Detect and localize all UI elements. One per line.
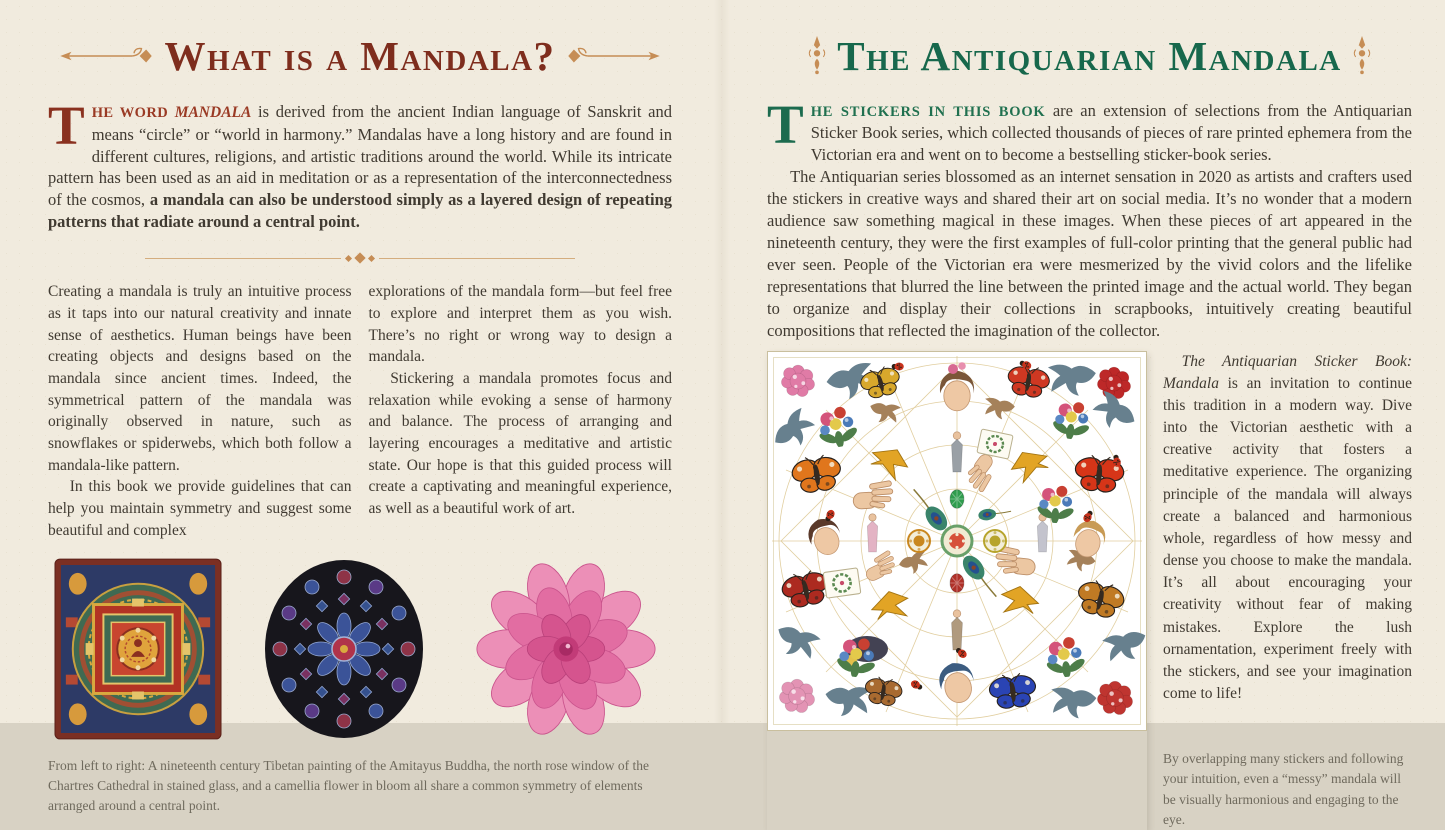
two-column-text — [48, 281, 672, 541]
intro-body: are an extension of selections from the Antiquarian Sticker Book series, which collected thousands of pieces of rare printed ephemera from the Victorian era and went on to become a bestselling sticker-book series. — [810, 101, 1412, 165]
chartres-rose-window — [264, 559, 424, 739]
camellia-flower — [466, 557, 666, 741]
dropcap: T — [48, 95, 85, 156]
right-content-row — [767, 351, 1412, 830]
right-page — [722, 0, 1445, 827]
left-page-title: What is a Mandala? — [164, 32, 556, 79]
right-page-title: The Antiquarian Mandala — [837, 32, 1342, 79]
arrow-flourish-left-icon — [58, 42, 154, 70]
sidebar-lead-italic: The Antiquarian Sticker Book: Mandala — [1163, 352, 1412, 392]
figure-row — [48, 556, 672, 742]
right-paragraph-2: The Antiquarian series blossomed as an internet sensation in 2020 as artists and crafters used the stickers in creative ways and shared their art on social media. It’s no wonder that a modern audience saw something magical in these images. When these pieces of art appeared in the nineteenth century, they were the first examples of full-color printing that the general public had ever seen. People of the Victorian era were mesmerized by the vivid colors and the lifelike representations that blurred the line between the printed image and the actual world. They began to organize and display their collections in scrapbooks, intuitively creating beautiful compositions that reflected the imagination of the collector. — [767, 167, 1412, 340]
antiquarian-sticker-mandala — [767, 351, 1147, 830]
right-intro-paragraph — [767, 94, 1412, 166]
paragraph: Stickering a mandala promotes focus and relaxation while evoking a sense of harmony and balance. The process of arranging and layering encourages a meditative and artistic state. Our hope is that this guided process will create a captivating and meaningful experience, as well as a beautiful work of art. — [368, 370, 672, 518]
left-page-caption: From left to right: A nineteenth century Tibetan painting of the Amitayus Buddha, the north rose window of the Chartres Cathedral in stained glass, and a camellia flower in bloom all share a common symmetry of elements arranged around a central point. — [48, 757, 650, 814]
sidebar-paragraph — [1163, 351, 1412, 706]
dropcap: T — [767, 94, 804, 155]
right-page-caption: By overlapping many stickers and following your intuition, even a “messy” mandala will be visually harmonious and engaging to the eye. — [1163, 751, 1404, 827]
lead-italic: MANDALA — [174, 104, 252, 121]
page-gutter — [714, 0, 730, 723]
paragraph: Creating a mandala is truly an intuitive process as it taps into our natural creativity and innate sense of aesthetics. Human beings have been creating objects and designs based on the mandala since ancient times. Indeed, the symmetrical pattern of the mandala was originally observed in nature, such as snowflakes or spiderwebs, which both follow a mandala-like pattern. — [48, 283, 352, 474]
intro-body-bold: a mandala can also be understood simply as a layered design of repeating patterns that radiate around a central point. — [48, 190, 673, 232]
floret-ornament-right-icon — [1352, 35, 1372, 77]
left-page — [0, 0, 722, 814]
sidebar-body: is an invitation to continue this tradition in a modern way. Dive into the Victorian aesthetic with a creative activity that fosters a meditative experience. The organizing principle of the mandala will always create a balanced and harmonious whole, regardless of how messy and dense you choose to make the mandala. It’s all about encouraging your creativity without fear of making mistakes. Explore the lush ornamentation, experiment freely with the stickers, and see your imagination come to life! — [1163, 374, 1412, 702]
right-title-row — [767, 24, 1412, 88]
left-title-row — [48, 24, 672, 88]
tibetan-mandala-painting — [54, 558, 222, 740]
arrow-flourish-right-icon — [566, 42, 662, 70]
left-column — [48, 281, 352, 541]
lead-smallcaps: HE STICKERS IN THIS BOOK — [810, 104, 1046, 120]
floret-ornament-left-icon — [807, 35, 827, 77]
section-divider — [145, 254, 575, 262]
lead-smallcaps: HE WORD — [91, 105, 175, 121]
right-column — [369, 281, 673, 541]
left-intro-paragraph — [48, 95, 673, 233]
right-sidebar — [1163, 351, 1412, 830]
paragraph: In this book we provide guidelines that can help you maintain symmetry and suggest some beautiful and complex — [48, 478, 352, 539]
sticker-mandala-image — [767, 351, 1147, 731]
paragraph: explorations of the mandala form—but feel free to explore and interpret them as you wish. There’s no right or wrong way to design a mandala. — [368, 283, 672, 366]
intro-body: is derived from the ancient Indian language of Sanskrit and means “circle” or “world in harmony.” Mandalas have a long history and are found in different cultures, religions, and artistic traditions around the world. While its intricate pattern has been used as an aid in meditation or as a representation of the interconnectedness of the cosmos, — [48, 102, 672, 210]
